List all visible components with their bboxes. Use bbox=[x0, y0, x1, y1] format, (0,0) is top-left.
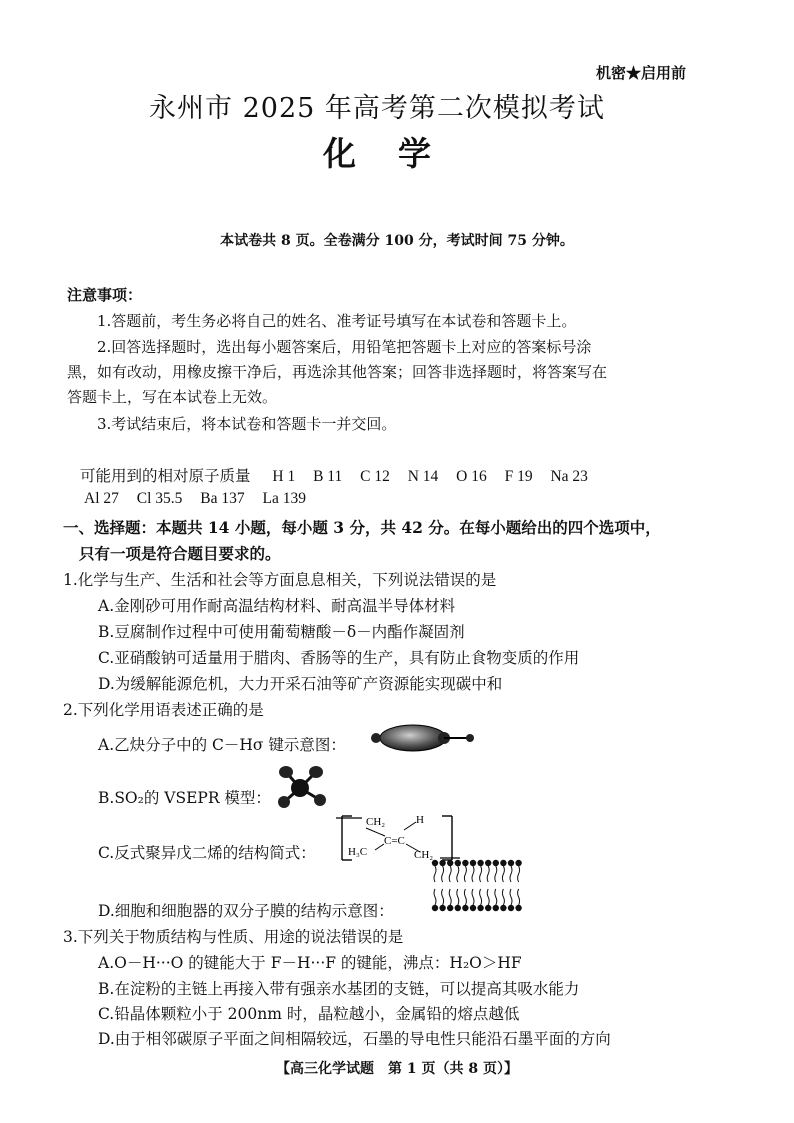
label-h3c: H₃C bbox=[348, 846, 368, 858]
lipid-tail-bottom bbox=[480, 889, 482, 905]
lipid-head-bottom bbox=[485, 905, 491, 911]
lipid-tail-bottom bbox=[449, 889, 451, 905]
question-2-stem: 2.下列化学用语表述正确的是 bbox=[63, 701, 264, 719]
page-footer: 【高三化学试题 第 1 页（共 8 页）】 bbox=[276, 1061, 518, 1077]
lipid-head-bottom bbox=[493, 905, 499, 911]
atomic-mass-b: B 11 bbox=[313, 468, 343, 485]
lipid-tail-bottom bbox=[457, 889, 459, 905]
question-2-option-a: A.乙炔分子中的 C－Hσ 键示意图： bbox=[98, 736, 346, 754]
atomic-mass-n: N 14 bbox=[407, 468, 439, 485]
section-heading-line-1: 一、选择题：本题共 14 小题，每小题 3 分，共 42 分。在每小题给出的四个选项中， bbox=[63, 518, 661, 537]
bilayer-membrane-diagram bbox=[430, 858, 525, 914]
lipid-head-bottom bbox=[455, 905, 461, 911]
question-1-option-d: D.为缓解能源危机，大力开采石油等矿产资源能实现碳中和 bbox=[98, 675, 503, 693]
lipid-tail-top bbox=[502, 866, 504, 882]
question-1-stem: 1.化学与生产、生活和社会等方面息息相关，下列说法错误的是 bbox=[63, 571, 497, 589]
lipid-tail-top bbox=[472, 866, 474, 882]
notice-item-3: 3.考试结束后，将本试卷和答题卡一并交回。 bbox=[97, 415, 397, 433]
lipid-head-top bbox=[455, 860, 461, 866]
lipid-head-top bbox=[493, 860, 499, 866]
question-1-option-a: A.金刚砂可用作耐高温结构材料、耐高温半导体材料 bbox=[98, 597, 456, 615]
lipid-head-bottom bbox=[439, 905, 445, 911]
section-heading-line-2: 只有一项是符合题目要求的。 bbox=[79, 544, 281, 563]
notice-item-2-line-3: 答题卡上，写在本试卷上无效。 bbox=[67, 388, 278, 406]
atomic-mass-o: O 16 bbox=[456, 468, 487, 485]
lipid-tail-top bbox=[457, 866, 459, 882]
lipid-tail-bottom bbox=[487, 889, 489, 905]
label-ch2-bottom: CH₂ bbox=[414, 849, 434, 861]
lipid-tail-top bbox=[518, 866, 520, 882]
atomic-mass-row-1 bbox=[80, 464, 602, 486]
atomic-mass-cl: Cl 35.5 bbox=[136, 490, 183, 507]
lipid-head-bottom bbox=[462, 905, 468, 911]
lipid-head-top bbox=[447, 860, 453, 866]
lipid-tail-top bbox=[480, 866, 482, 882]
lipid-head-top bbox=[508, 860, 514, 866]
lipid-head-top bbox=[515, 860, 521, 866]
atomic-mass-la: La 139 bbox=[262, 490, 306, 507]
lipid-tail-bottom bbox=[434, 889, 436, 905]
lipid-head-bottom bbox=[477, 905, 483, 911]
subject-title: 化学 bbox=[323, 134, 473, 173]
lipid-tail-top bbox=[434, 866, 436, 882]
question-2-option-c: C.反式聚异戊二烯的结构简式： bbox=[98, 844, 316, 862]
question-3-option-b: B.在淀粉的主链上再接入带有强亲水基团的支链，可以提高其吸水能力 bbox=[98, 980, 580, 998]
notice-heading: 注意事项： bbox=[67, 286, 143, 304]
atomic-mass-f: F 19 bbox=[504, 468, 533, 485]
lipid-tail-bottom bbox=[495, 889, 497, 905]
atomic-mass-label: 可能用到的相对原子质量 bbox=[80, 468, 251, 485]
notice-item-2-line-1: 2.回答选择题时，选出每小题答案后，用铅笔把答题卡上对应的答案标号涂 bbox=[97, 338, 592, 356]
lipid-head-bottom bbox=[470, 905, 476, 911]
lipid-tail-bottom bbox=[442, 889, 444, 905]
lipid-head-top bbox=[439, 860, 445, 866]
lipid-tail-top bbox=[495, 866, 497, 882]
atomic-mass-c: C 12 bbox=[360, 468, 390, 485]
lipid-head-top bbox=[485, 860, 491, 866]
question-2-option-d: D.细胞和细胞器的双分子膜的结构示意图： bbox=[98, 902, 394, 920]
lipid-tail-top bbox=[510, 866, 512, 882]
question-3-option-a: A.O－H···O 的键能大于 F－H···F 的键能，沸点：H₂O＞HF bbox=[98, 954, 522, 972]
lipid-head-top bbox=[462, 860, 468, 866]
label-c-eq-c: C=C bbox=[384, 835, 405, 847]
lipid-tail-bottom bbox=[472, 889, 474, 905]
sigma-bond-diagram bbox=[368, 722, 478, 758]
lipid-head-bottom bbox=[500, 905, 506, 911]
vsepr-model-diagram bbox=[276, 764, 336, 814]
label-ch2-top: CH₂ bbox=[366, 816, 386, 828]
lipid-tail-top bbox=[464, 866, 466, 882]
atomic-mass-ba: Ba 137 bbox=[200, 490, 245, 507]
lipid-head-bottom bbox=[432, 905, 438, 911]
lipid-tail-top bbox=[487, 866, 489, 882]
lipid-tail-bottom bbox=[502, 889, 504, 905]
lipid-head-bottom bbox=[447, 905, 453, 911]
question-3-stem: 3.下列关于物质结构与性质、用途的说法错误的是 bbox=[63, 928, 404, 946]
lipid-head-bottom bbox=[508, 905, 514, 911]
exam-title: 永州市 2025 年高考第二次模拟考试 bbox=[149, 93, 605, 124]
question-1-option-c: C.亚硝酸钠可适量用于腊肉、香肠等的生产，具有防止食物变质的作用 bbox=[98, 649, 580, 667]
question-3-option-c: C.铅晶体颗粒小于 200nm 时，晶粒越小，金属铅的熔点越低 bbox=[98, 1005, 520, 1023]
atomic-mass-na: Na 23 bbox=[550, 468, 588, 485]
atomic-mass-al: Al 27 bbox=[84, 490, 119, 507]
question-2-option-b: B.SO₂的 VSEPR 模型： bbox=[98, 789, 271, 807]
lipid-tail-bottom bbox=[464, 889, 466, 905]
atomic-mass-row-2 bbox=[84, 490, 320, 508]
lipid-head-top bbox=[477, 860, 483, 866]
confidential-mark: 机密★启用前 bbox=[595, 64, 686, 82]
lipid-head-top bbox=[470, 860, 476, 866]
atomic-mass-h: H 1 bbox=[272, 468, 296, 485]
lipid-tail-top bbox=[449, 866, 451, 882]
lipid-head-top bbox=[432, 860, 438, 866]
lipid-tail-bottom bbox=[510, 889, 512, 905]
lipid-tail-bottom bbox=[518, 889, 520, 905]
lipid-head-bottom bbox=[515, 905, 521, 911]
notice-item-2-line-2: 黑，如有改动，用橡皮擦干净后，再选涂其他答案；回答非选择题时，将答案写在 bbox=[67, 363, 608, 381]
label-h-top: H bbox=[416, 814, 424, 826]
lipid-tail-top bbox=[442, 866, 444, 882]
question-1-option-b: B.豆腐制作过程中可使用葡萄糖酸－δ－内酯作凝固剂 bbox=[98, 623, 465, 641]
question-3-option-d: D.由于相邻碳原子平面之间相隔较远，石墨的导电性只能沿石墨平面的方向 bbox=[98, 1030, 611, 1048]
notice-item-1: 1.答题前，考生务必将自己的姓名、准考证号填写在本试卷和答题卡上。 bbox=[97, 312, 577, 330]
exam-info: 本试卷共 8 页。全卷满分 100 分，考试时间 75 分钟。 bbox=[220, 233, 574, 249]
lipid-head-top bbox=[500, 860, 506, 866]
